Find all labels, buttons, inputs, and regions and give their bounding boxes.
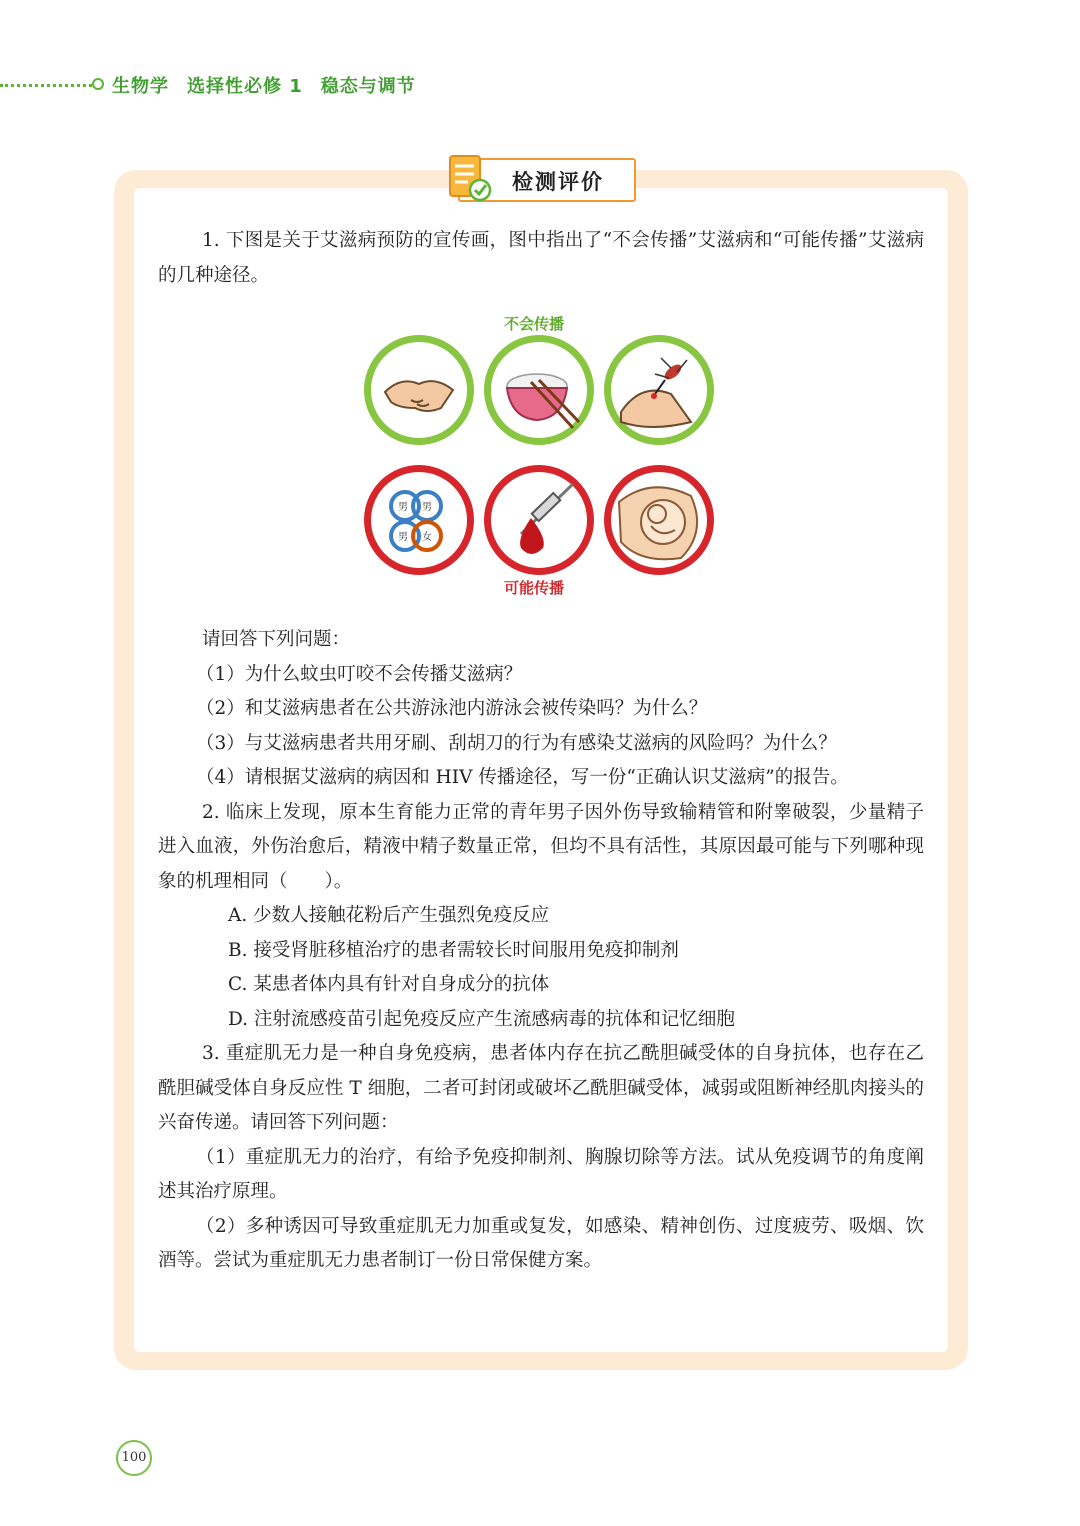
q2-stem: 2. 临床上发现，原本生育能力正常的青年男子因外伤导致输精管和附睾破裂，少量精子进入血液，外伤治愈后，精液中精子数量正常，但均不具有活性，其原因最可能与下列哪种现象的机理相同（ ）。 [158,801,924,892]
q2-option-b: B. 接受肾脏移植治疗的患者需较长时间服用免疫抑制剂 [228,939,679,961]
q1-intro: 1. 下图是关于艾滋病预防的宣传画，图中指出了“不会传播”艾滋病和“可能传播”艾滋病的几种途径。 [158,230,924,286]
q1-item-3: （3）与艾滋病患者共用牙刷、刮胡刀的行为有感染艾滋病的风险吗？为什么？ [196,732,837,754]
q2-option-d: D. 注射流感疫苗引起免疫反应产生流感病毒的抗体和记忆细胞 [228,1008,735,1030]
q1-item-2: （2）和艾滋病患者在公共游泳池内游泳会被传染吗？为什么？ [196,698,708,719]
q3-stem: 3. 重症肌无力是一种自身免疫病，患者体内存在抗乙酰胆碱受体的自身抗体，也存在乙酰胆碱受体自身反应性 T 细胞，二者可封闭或破坏乙酰胆碱受体，减弱或阻断神经肌肉接头的兴奋传递。请回答下列问题： [158,1043,924,1133]
exercise-content [158,224,924,1279]
symbol-label-1: 男 [398,502,408,513]
figure-spacer [158,293,924,623]
q1-item-4: （4）请根据艾滋病的病因和 HIV 传播途径，写一份“正确认识艾滋病”的报告。 [196,767,849,788]
q3-item-2: （2）多种诱因可导致重症肌无力加重或复发，如感染、精神创伤、过度疲劳、吸烟、饮酒等。尝试为重症肌无力患者制订一份日常保健方案。 [158,1215,924,1271]
symbol-label-2: 男 [422,502,432,513]
page-number: 100 [116,1440,152,1476]
header-subject: 生物学 [112,76,169,97]
header-dotted-line [0,84,92,87]
safe-label: 不会传播 [504,315,565,333]
q2-option-a: A. 少数人接触花粉后产生强烈免疫反应 [228,905,550,926]
q3-item-1: （1）重症肌无力的治疗，有给予免疫抑制剂、胸腺切除等方法。试从免疫调节的角度阐述其治疗原理。 [158,1146,924,1202]
q2-option-c: C. 某患者体内具有针对自身成分的抗体 [228,974,550,995]
q1-item-1: （1）为什么蚊虫叮咬不会传播艾滋病？ [196,663,523,685]
running-header [0,72,600,98]
header-volume: 稳态与调节 [320,76,416,97]
header-book: 选择性必修 1 [187,76,303,97]
header-ring-icon [92,78,104,90]
risk-label: 可能传播 [504,579,565,597]
checklist-icon [444,152,496,204]
section-title: 检测评价 [512,170,604,194]
q1-prompt: 请回答下列问题： [202,629,351,650]
symbol-label-4: 女 [422,532,432,543]
symbol-label-3: 男 [398,532,408,543]
header-title [112,72,434,98]
